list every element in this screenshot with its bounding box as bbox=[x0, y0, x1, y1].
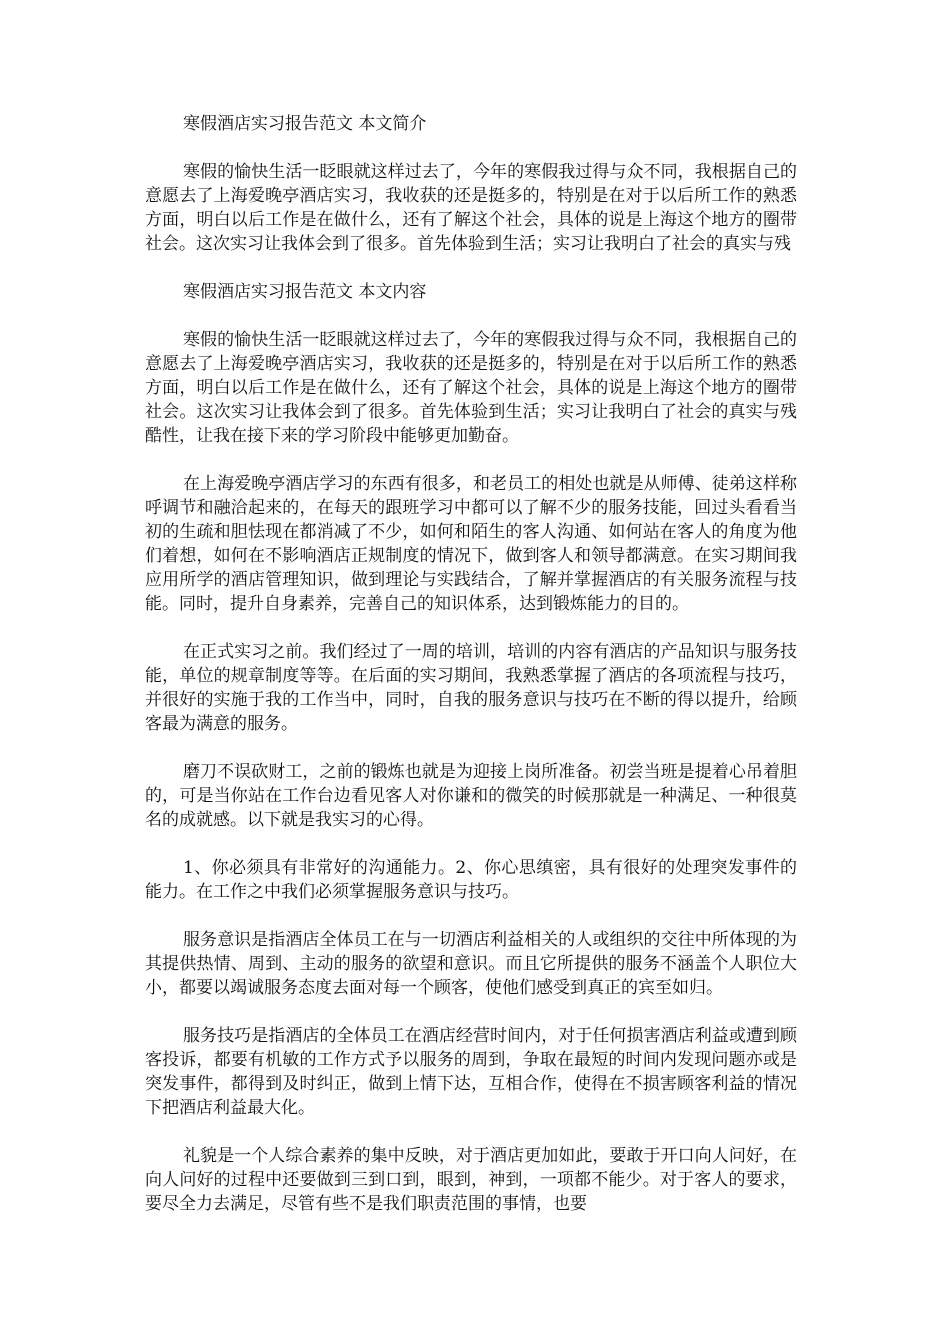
body-paragraph: 在正式实习之前。我们经过了一周的培训，培训的内容有酒店的产品知识与服务技能，单位的规章制度等等。在后面的实习期间，我熟悉掌握了酒店的各项流程与技巧，并很好的实施于我的工作当中，同时，自我的服务意识与技巧在不断的得以提升，给顾客最为满意的服务。 bbox=[145, 642, 797, 734]
body-paragraph: 礼貌是一个人综合素养的集中反映，对于酒店更加如此，要敢于开口向人问好，在向人问好的过程中还要做到三到口到，眼到，神到，一项都不能少。对于客人的要求，要尽全力去满足，尽管有些不是我们职责范围的事情，也要 bbox=[145, 1146, 797, 1214]
body-paragraph: 1、你必须具有非常好的沟通能力。2、你心思缜密，具有很好的处理突发事件的能力。在工作之中我们必须掌握服务意识与技巧。 bbox=[145, 858, 797, 902]
document-page bbox=[145, 112, 797, 1240]
intro-paragraph: 寒假的愉快生活一眨眼就这样过去了，今年的寒假我过得与众不同，我根据自己的意愿去了上海爱晚亭酒店实习，我收获的还是挺多的，特别是在对于以后所工作的熟悉方面，明白以后工作是在做什么，还有了解这个社会，具体的说是上海这个地方的圈带社会。这次实习让我体会到了很多。首先体验到生活；实习让我明白了社会的真实与残 bbox=[145, 162, 797, 254]
body-paragraph: 寒假的愉快生活一眨眼就这样过去了，今年的寒假我过得与众不同，我根据自己的意愿去了上海爱晚亭酒店实习，我收获的还是挺多的，特别是在对于以后所工作的熟悉方面，明白以后工作是在做什么，还有了解这个社会，具体的说是上海这个地方的圈带社会。这次实习让我体会到了很多。首先体验到生活；实习让我明白了社会的真实与残酷性，让我在接下来的学习阶段中能够更加勤奋。 bbox=[145, 330, 797, 446]
body-paragraph: 服务技巧是指酒店的全体员工在酒店经营时间内，对于任何损害酒店利益或遭到顾客投诉，都要有机敏的工作方式予以服务的周到，争取在最短的时间内发现问题亦或是突发事件，都得到及时纠正，做到上情下达，互相合作，使得在不损害顾客利益的情况下把酒店利益最大化。 bbox=[145, 1026, 797, 1118]
body-paragraph: 在上海爱晚亭酒店学习的东西有很多，和老员工的相处也就是从师傅、徒弟这样称呼调节和融洽起来的，在每天的跟班学习中都可以了解不少的服务技能，回过头看看当初的生疏和胆怯现在都消减了不少，如何和陌生的客人沟通、如何站在客人的角度为他们着想，如何在不影响酒店正规制度的情况下，做到客人和领导都满意。在实习期间我应用所学的酒店管理知识，做到理论与实践结合，了解并掌握酒店的有关服务流程与技能。同时，提升自身素养，完善自己的知识体系，达到锻炼能力的目的。 bbox=[145, 474, 797, 614]
body-paragraph: 磨刀不误砍财工，之前的锻炼也就是为迎接上岗所准备。初尝当班是提着心吊着胆的，可是当你站在工作台边看见客人对你谦和的微笑的时候那就是一种满足、一种很莫名的成就感。以下就是我实习的心得。 bbox=[145, 762, 797, 830]
body-paragraph: 服务意识是指酒店全体员工在与一切酒店利益相关的人或组织的交往中所体现的为其提供热情、周到、主动的服务的欲望和意识。而且它所提供的服务不涵盖个人职位大小，都要以竭诚服务态度去面对每一个顾客，使他们感受到真正的宾至如归。 bbox=[145, 930, 797, 998]
intro-heading: 寒假酒店实习报告范文 本文简介 bbox=[183, 114, 427, 134]
content-heading: 寒假酒店实习报告范文 本文内容 bbox=[183, 282, 427, 302]
